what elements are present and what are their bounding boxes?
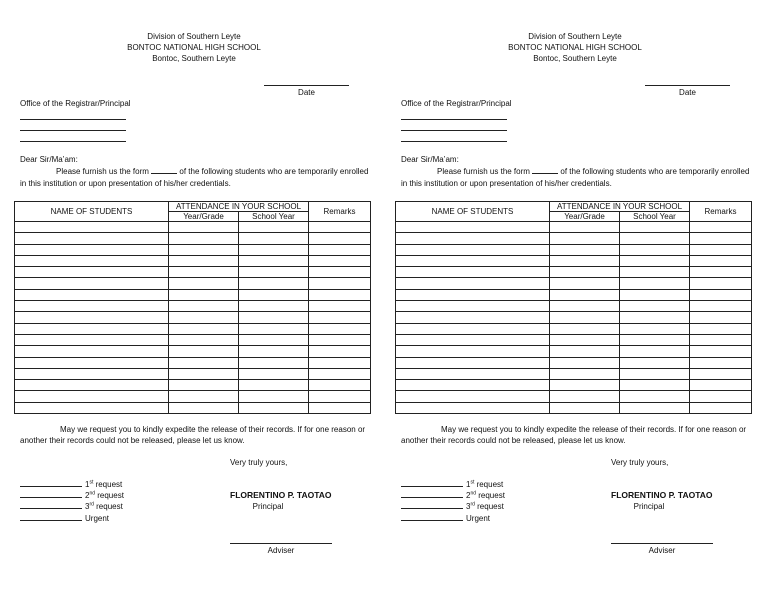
table-row: [396, 368, 752, 379]
table-row: [15, 380, 371, 391]
table-row: [396, 391, 752, 402]
cell-school-year[interactable]: [239, 346, 309, 357]
division-name: Division of Southern Leyte: [147, 32, 241, 41]
letterhead: [395, 31, 755, 64]
cell-remarks[interactable]: [309, 278, 371, 289]
school-address: Bontoc, Southern Leyte: [152, 54, 236, 63]
cell-year-grade[interactable]: [550, 289, 620, 300]
cell-name[interactable]: [396, 402, 550, 413]
cell-name[interactable]: [396, 334, 550, 345]
cell-remarks[interactable]: [690, 278, 752, 289]
cell-school-year[interactable]: [620, 289, 690, 300]
cell-remarks[interactable]: [309, 289, 371, 300]
closing-paragraph: [20, 424, 374, 446]
closing-text: May we request you to kindly expedite the release of their records. If for one reason or another their records could not be released, please let us know.: [20, 425, 366, 445]
cell-remarks[interactable]: [309, 380, 371, 391]
adviser-signature-line[interactable]: [230, 543, 332, 544]
request-2[interactable]: 2nd request: [401, 490, 505, 500]
cell-remarks[interactable]: [690, 222, 752, 233]
table-row: [396, 312, 752, 323]
table-row: [15, 289, 371, 300]
cell-school-year[interactable]: [620, 402, 690, 413]
date-line[interactable]: [264, 85, 349, 86]
date-line[interactable]: [645, 85, 730, 86]
cell-name[interactable]: [396, 278, 550, 289]
table-row: [396, 233, 752, 244]
table-row: [396, 334, 752, 345]
cell-name[interactable]: [15, 346, 169, 357]
cell-remarks[interactable]: [309, 323, 371, 334]
cell-year-grade[interactable]: [550, 301, 620, 312]
cell-school-year[interactable]: [239, 323, 309, 334]
request-urgent[interactable]: Urgent: [20, 513, 109, 523]
date-label: Date: [679, 88, 696, 97]
cell-school-year[interactable]: [239, 267, 309, 278]
cell-school-year[interactable]: [620, 244, 690, 255]
signer-role: Principal: [633, 502, 665, 511]
address-line-1[interactable]: [20, 119, 126, 120]
cell-year-grade[interactable]: [550, 346, 620, 357]
cell-year-grade[interactable]: [169, 233, 239, 244]
cell-remarks[interactable]: [690, 289, 752, 300]
cell-year-grade[interactable]: [169, 391, 239, 402]
table-row: [15, 368, 371, 379]
cell-remarks[interactable]: [690, 267, 752, 278]
cell-remarks[interactable]: [309, 368, 371, 379]
table-row: [15, 244, 371, 255]
cell-remarks[interactable]: [690, 368, 752, 379]
cell-remarks[interactable]: [690, 391, 752, 402]
table-row: [15, 402, 371, 413]
cell-remarks[interactable]: [690, 244, 752, 255]
table-row: [396, 380, 752, 391]
cell-year-grade[interactable]: [550, 323, 620, 334]
school-address: Bontoc, Southern Leyte: [533, 54, 617, 63]
table-row: [15, 278, 371, 289]
cell-remarks[interactable]: [690, 301, 752, 312]
cell-name[interactable]: [396, 244, 550, 255]
cell-remarks[interactable]: [309, 312, 371, 323]
table-row: [396, 278, 752, 289]
cell-name[interactable]: [396, 255, 550, 266]
cell-school-year[interactable]: [239, 301, 309, 312]
cell-year-grade[interactable]: [169, 380, 239, 391]
cell-year-grade[interactable]: [169, 222, 239, 233]
cell-school-year[interactable]: [239, 357, 309, 368]
cell-remarks[interactable]: [690, 380, 752, 391]
cell-name[interactable]: [396, 380, 550, 391]
cell-remarks[interactable]: [309, 244, 371, 255]
request-2[interactable]: 2nd request: [20, 490, 124, 500]
cell-school-year[interactable]: [620, 301, 690, 312]
cell-school-year[interactable]: [239, 391, 309, 402]
checkline-1[interactable]: [20, 479, 82, 487]
cell-remarks[interactable]: [690, 346, 752, 357]
cell-year-grade[interactable]: [169, 278, 239, 289]
cell-remarks[interactable]: [309, 346, 371, 357]
table-row: [396, 357, 752, 368]
checkline-urgent[interactable]: [401, 513, 463, 521]
cell-year-grade[interactable]: [169, 267, 239, 278]
cell-name[interactable]: [396, 312, 550, 323]
table-row: [15, 301, 371, 312]
table-row: [15, 391, 371, 402]
checkline-urgent[interactable]: [20, 513, 82, 521]
table-row: [15, 357, 371, 368]
cell-name[interactable]: [396, 357, 550, 368]
request-form: [395, 0, 765, 594]
cell-name[interactable]: [15, 278, 169, 289]
request-1[interactable]: 1st request: [20, 479, 122, 489]
cell-school-year[interactable]: [620, 323, 690, 334]
cell-name[interactable]: [15, 289, 169, 300]
salutation: Dear Sir/Ma’am:: [20, 155, 78, 164]
cell-name[interactable]: [15, 301, 169, 312]
cell-remarks[interactable]: [690, 312, 752, 323]
cell-remarks[interactable]: [309, 301, 371, 312]
cell-name[interactable]: [15, 323, 169, 334]
school-name: BONTOC NATIONAL HIGH SCHOOL: [127, 43, 261, 52]
address-line-2[interactable]: [401, 130, 507, 131]
cell-remarks[interactable]: [309, 222, 371, 233]
cell-name[interactable]: [396, 346, 550, 357]
complimentary-close: Very truly yours,: [230, 458, 288, 467]
checkline-2[interactable]: [401, 490, 463, 498]
checkline-3[interactable]: [401, 501, 463, 509]
cell-school-year[interactable]: [239, 289, 309, 300]
table-row: [396, 267, 752, 278]
table-row: [396, 301, 752, 312]
request-form: [14, 0, 384, 594]
cell-remarks[interactable]: [309, 334, 371, 345]
signer-name: FLORENTINO P. TAOTAO: [230, 490, 332, 500]
request-1[interactable]: 1st request: [401, 479, 503, 489]
body-part-1: Please furnish us the form: [56, 167, 149, 176]
cell-year-grade[interactable]: [550, 357, 620, 368]
col-school-year: School Year: [620, 212, 690, 222]
table-row: [15, 323, 371, 334]
cell-school-year[interactable]: [239, 233, 309, 244]
cell-year-grade[interactable]: [550, 334, 620, 345]
cell-name[interactable]: [396, 301, 550, 312]
adviser-signature-line[interactable]: [611, 543, 713, 544]
cell-name[interactable]: [15, 255, 169, 266]
cell-name[interactable]: [15, 391, 169, 402]
cell-school-year[interactable]: [239, 312, 309, 323]
cell-year-grade[interactable]: [169, 301, 239, 312]
col-remarks: Remarks: [309, 202, 371, 222]
cell-name[interactable]: [396, 323, 550, 334]
cell-school-year[interactable]: [239, 380, 309, 391]
cell-school-year[interactable]: [620, 233, 690, 244]
col-school-year: School Year: [239, 212, 309, 222]
cell-year-grade[interactable]: [169, 334, 239, 345]
cell-name[interactable]: [15, 233, 169, 244]
cell-year-grade[interactable]: [550, 312, 620, 323]
cell-year-grade[interactable]: [550, 233, 620, 244]
cell-year-grade[interactable]: [169, 255, 239, 266]
cell-remarks[interactable]: [309, 233, 371, 244]
cell-name[interactable]: [15, 380, 169, 391]
cell-name[interactable]: [396, 289, 550, 300]
table-row: [15, 233, 371, 244]
cell-remarks[interactable]: [309, 402, 371, 413]
cell-school-year[interactable]: [620, 255, 690, 266]
address-line-1[interactable]: [401, 119, 507, 120]
cell-school-year[interactable]: [620, 222, 690, 233]
adviser-label: Adviser: [267, 546, 295, 555]
cell-school-year[interactable]: [620, 368, 690, 379]
table-row: [15, 222, 371, 233]
address-line-3[interactable]: [20, 141, 126, 142]
request-body: [20, 166, 374, 190]
cell-remarks[interactable]: [309, 255, 371, 266]
col-name-students: NAME OF STUDENTS: [15, 202, 169, 222]
students-table: [395, 201, 752, 414]
body-part-2: of the following students who are temporarily enrolled in this institution or upon presentation of his/her credentials.: [401, 167, 750, 188]
addressee-office: Office of the Registrar/Principal: [401, 99, 512, 108]
date-label: Date: [298, 88, 315, 97]
col-attendance: ATTENDANCE IN YOUR SCHOOL: [169, 202, 309, 212]
table-row: [15, 255, 371, 266]
cell-remarks[interactable]: [309, 267, 371, 278]
cell-school-year[interactable]: [620, 380, 690, 391]
cell-school-year[interactable]: [620, 278, 690, 289]
cell-year-grade[interactable]: [169, 402, 239, 413]
cell-name[interactable]: [15, 222, 169, 233]
body-part-2: of the following students who are temporarily enrolled in this institution or upon presentation of his/her credentials.: [20, 167, 369, 188]
cell-school-year[interactable]: [620, 357, 690, 368]
request-urgent[interactable]: Urgent: [401, 513, 490, 523]
salutation: Dear Sir/Ma’am:: [401, 155, 459, 164]
cell-year-grade[interactable]: [550, 244, 620, 255]
request-3[interactable]: 3rd request: [401, 501, 504, 511]
cell-school-year[interactable]: [620, 346, 690, 357]
table-row: [396, 346, 752, 357]
body-part-1: Please furnish us the form: [437, 167, 530, 176]
cell-year-grade[interactable]: [550, 402, 620, 413]
cell-school-year[interactable]: [239, 334, 309, 345]
complimentary-close: Very truly yours,: [611, 458, 669, 467]
table-row: [15, 267, 371, 278]
cell-school-year[interactable]: [239, 255, 309, 266]
cell-school-year[interactable]: [239, 368, 309, 379]
table-row: [15, 312, 371, 323]
cell-year-grade[interactable]: [550, 222, 620, 233]
table-row: [396, 323, 752, 334]
cell-year-grade[interactable]: [169, 346, 239, 357]
addressee-office: Office of the Registrar/Principal: [20, 99, 131, 108]
letterhead: [14, 31, 374, 64]
cell-year-grade[interactable]: [169, 323, 239, 334]
closing-paragraph: [401, 424, 755, 446]
request-body: [401, 166, 755, 190]
cell-remarks[interactable]: [690, 323, 752, 334]
cell-name[interactable]: [396, 267, 550, 278]
cell-name[interactable]: [15, 357, 169, 368]
cell-year-grade[interactable]: [169, 244, 239, 255]
cell-year-grade[interactable]: [169, 357, 239, 368]
cell-school-year[interactable]: [620, 267, 690, 278]
cell-remarks[interactable]: [690, 233, 752, 244]
cell-year-grade[interactable]: [550, 380, 620, 391]
cell-year-grade[interactable]: [550, 255, 620, 266]
cell-name[interactable]: [396, 368, 550, 379]
table-row: [396, 255, 752, 266]
cell-school-year[interactable]: [239, 244, 309, 255]
cell-name[interactable]: [396, 391, 550, 402]
col-year-grade: Year/Grade: [169, 212, 239, 222]
closing-text: May we request you to kindly expedite the release of their records. If for one reason or another their records could not be released, please let us know.: [401, 425, 747, 445]
cell-name[interactable]: [15, 334, 169, 345]
request-3[interactable]: 3rd request: [20, 501, 123, 511]
cell-year-grade[interactable]: [550, 368, 620, 379]
cell-year-grade[interactable]: [169, 368, 239, 379]
checkline-1[interactable]: [401, 479, 463, 487]
cell-remarks[interactable]: [309, 391, 371, 402]
form-blank[interactable]: [532, 166, 558, 174]
adviser-label: Adviser: [648, 546, 676, 555]
cell-school-year[interactable]: [239, 222, 309, 233]
signer-role: Principal: [252, 502, 284, 511]
cell-remarks[interactable]: [690, 402, 752, 413]
table-row: [396, 222, 752, 233]
table-row: [396, 289, 752, 300]
cell-year-grade[interactable]: [550, 391, 620, 402]
cell-name[interactable]: [15, 312, 169, 323]
cell-name[interactable]: [15, 267, 169, 278]
students-table: [14, 201, 371, 414]
cell-year-grade[interactable]: [169, 312, 239, 323]
address-line-2[interactable]: [20, 130, 126, 131]
col-year-grade: Year/Grade: [550, 212, 620, 222]
school-name: BONTOC NATIONAL HIGH SCHOOL: [508, 43, 642, 52]
cell-school-year[interactable]: [620, 334, 690, 345]
col-remarks: Remarks: [690, 202, 752, 222]
form-blank[interactable]: [151, 166, 177, 174]
checkline-2[interactable]: [20, 490, 82, 498]
cell-remarks[interactable]: [690, 334, 752, 345]
cell-year-grade[interactable]: [550, 267, 620, 278]
cell-name[interactable]: [15, 244, 169, 255]
cell-remarks[interactable]: [309, 357, 371, 368]
cell-school-year[interactable]: [239, 278, 309, 289]
cell-remarks[interactable]: [690, 255, 752, 266]
col-attendance: ATTENDANCE IN YOUR SCHOOL: [550, 202, 690, 212]
table-row: [396, 402, 752, 413]
cell-remarks[interactable]: [690, 357, 752, 368]
cell-name[interactable]: [396, 222, 550, 233]
cell-school-year[interactable]: [620, 391, 690, 402]
checkline-3[interactable]: [20, 501, 82, 509]
cell-name[interactable]: [396, 233, 550, 244]
cell-school-year[interactable]: [239, 402, 309, 413]
col-name-students: NAME OF STUDENTS: [396, 202, 550, 222]
address-line-3[interactable]: [401, 141, 507, 142]
table-row: [15, 346, 371, 357]
cell-name[interactable]: [15, 402, 169, 413]
cell-name[interactable]: [15, 368, 169, 379]
cell-school-year[interactable]: [620, 312, 690, 323]
division-name: Division of Southern Leyte: [528, 32, 622, 41]
cell-year-grade[interactable]: [169, 289, 239, 300]
signer-name: FLORENTINO P. TAOTAO: [611, 490, 713, 500]
cell-year-grade[interactable]: [550, 278, 620, 289]
table-row: [396, 244, 752, 255]
table-row: [15, 334, 371, 345]
